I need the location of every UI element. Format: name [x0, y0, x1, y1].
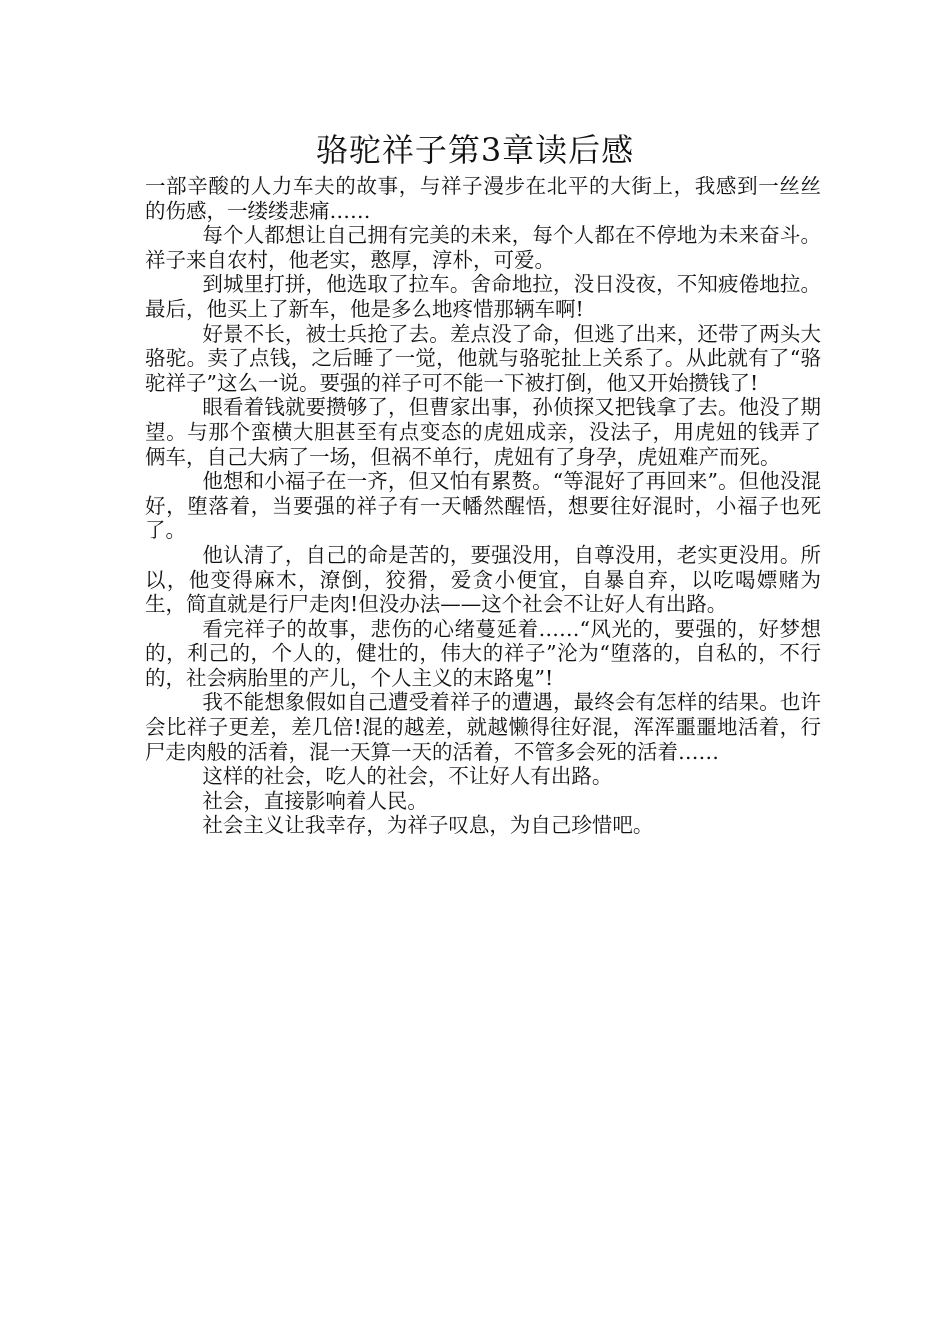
page-title: 骆驼祥子第3章读后感	[315, 131, 635, 169]
paragraph-3: 到城里打拼，他选取了拉车。舍命地拉，没日没夜，不知疲倦地拉。最后，他买上了新车，他是多么地疼惜那辆车啊!	[145, 272, 821, 321]
paragraph-10: 这样的社会，吃人的社会，不让好人有出路。	[202, 764, 613, 789]
paragraph-8: 看完祥子的故事，悲伤的心绪蔓延着……“风光的，要强的，好梦想的，利己的，个人的，健壮的，伟大的祥子”沦为“堕落的，自私的，不行的，社会病胎里的产儿，个人主义的末路鬼”!	[145, 616, 821, 690]
paragraph-11: 社会，直接影响着人民。	[202, 788, 428, 813]
paragraph-4: 好景不长，被士兵抢了去。差点没了命，但逃了出来，还带了两头大骆驼。卖了点钱，之后睡了一觉，他就与骆驼扯上关系了。从此就有了“骆驼祥子”这么一说。要强的祥子可不能一下被打倒，他又开始攒钱了!	[145, 321, 821, 395]
paragraph-9: 我不能想象假如自己遭受着祥子的遭遇，最终会有怎样的结果。也许会比祥子更差，差几倍!混的越差，就越懒得往好混，浑浑噩噩地活着，行尸走肉般的活着，混一天算一天的活着，不管多会死的活着……	[145, 690, 821, 764]
paragraph-2: 每个人都想让自己拥有完美的未来，每个人都在不停地为未来奋斗。祥子来自农村，他老实，憨厚，淳朴，可爱。	[145, 223, 821, 272]
paragraph-5: 眼看着钱就要攒够了，但曹家出事，孙侦探又把钱拿了去。他没了期望。与那个蛮横大胆甚至有点变态的虎妞成亲，没法子，用虎妞的钱弄了俩车，自己大病了一场，但祸不单行，虎妞有了身孕，虎妞难产而死。	[145, 395, 821, 469]
paragraph-12: 社会主义让我幸存，为祥子叹息，为自己珍惜吧。	[202, 813, 654, 838]
paragraph-6: 他想和小福子在一齐，但又怕有累赘。“等混好了再回来”。但他没混好，堕落着，当要强的祥子有一天幡然醒悟，想要往好混时，小福子也死了。	[145, 469, 821, 543]
paragraph-7: 他认清了，自己的命是苦的，要强没用，自尊没用，老实更没用。所以，他变得麻木，潦倒，狡猾，爱贪小便宜，自暴自弃，以吃喝嫖赌为生，简直就是行尸走肉!但没办法——这个社会不让好人有出路。	[145, 542, 821, 617]
paragraph-1: 一部辛酸的人力车夫的故事，与祥子漫步在北平的大街上，我感到一丝丝的伤感，一缕缕悲痛……	[145, 174, 821, 223]
document-body	[145, 174, 821, 838]
